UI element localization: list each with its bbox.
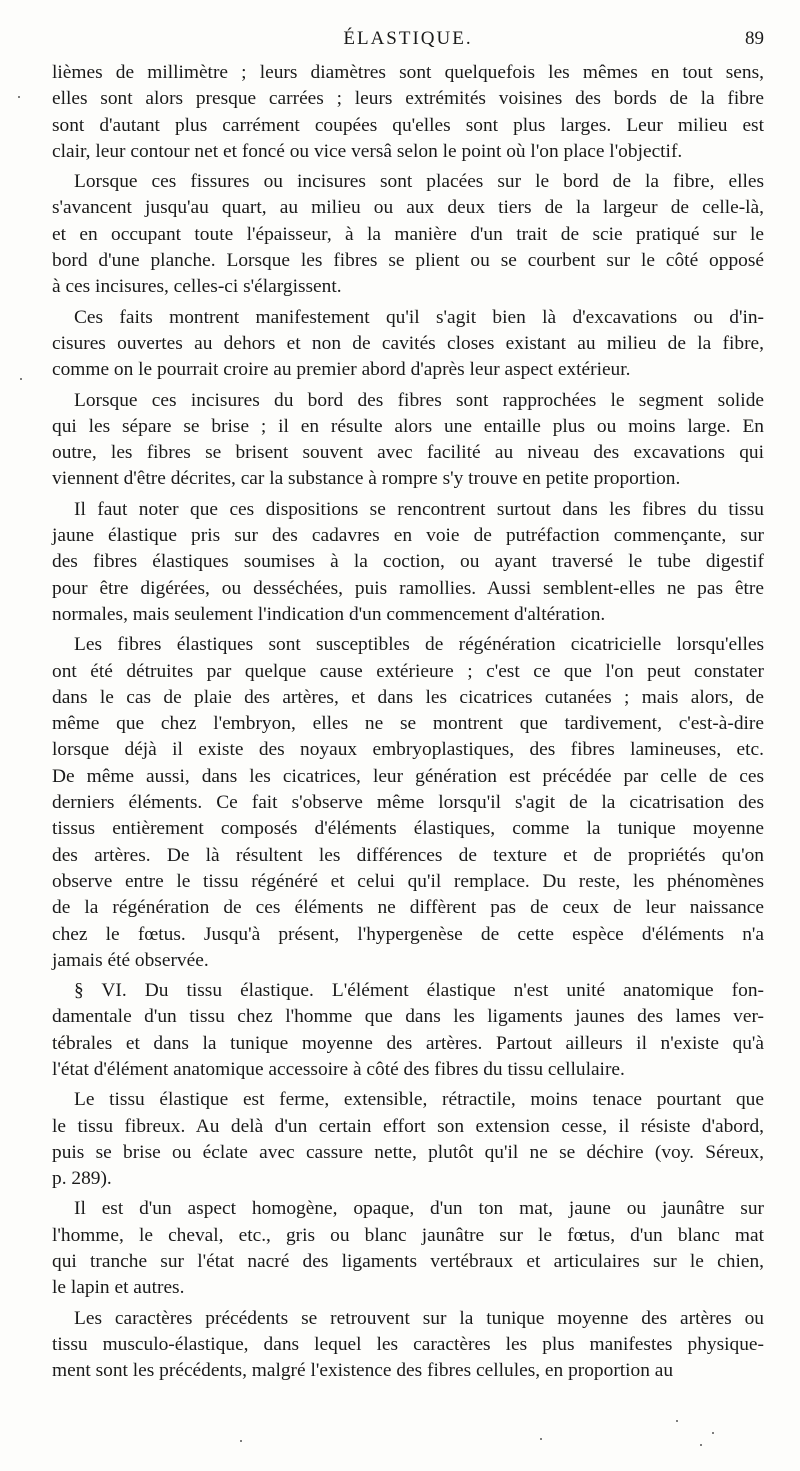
text-line: Les caractères précédents se retrouvent sur la tunique moyenne des artères ou [74, 1307, 764, 1329]
text-line: qui tranche sur l'état nacré des ligaments vertébraux et articulaires sur le chien, [52, 1251, 764, 1273]
text-line: tissus entièrement composés d'éléments élastiques, comme la tunique moyenne [52, 818, 764, 840]
text-line: Il est d'un aspect homogène, opaque, d'un ton mat, jaune ou jaunâtre sur [74, 1198, 764, 1220]
text-line: normales, mais seulement l'indication d'un commencement d'altération. [52, 603, 606, 625]
paragraph [52, 305, 764, 384]
text-line: de la régénération de ces éléments ne diffèrent pas de ceux de leur naissance [52, 897, 764, 919]
paragraph [52, 1306, 764, 1385]
paragraph [52, 1087, 764, 1192]
paragraph [52, 169, 764, 300]
running-head [52, 28, 764, 58]
text-line: elles sont alors presque carrées ; leurs extrémités voisines des bords de la fibre [52, 88, 764, 110]
text-line: l'état d'élément anatomique accessoire à côté des fibres du tissu cellulaire. [52, 1058, 625, 1080]
text-line: le lapin et autres. [52, 1277, 185, 1299]
paragraph [52, 388, 764, 493]
text-line: tissu musculo-élastique, dans lequel les caractères les plus manifestes physique- [52, 1333, 764, 1355]
text-line: dans le cas de plaie des artères, et dans les cicatrices cutanées ; mais alors, de [52, 686, 764, 708]
paragraph [52, 1196, 764, 1301]
text-line: s'avancent jusqu'au quart, au milieu ou aux deux tiers de la largeur de celle-là, [52, 197, 764, 219]
text-line: viennent d'être décrites, car la substance à rompre s'y trouve en petite proportion. [52, 468, 681, 490]
text-line: Il faut noter que ces dispositions se rencontrent surtout dans les fibres du tissu [74, 498, 764, 520]
text-line: Lorsque ces incisures du bord des fibres sont rapprochées le segment solide [74, 389, 764, 411]
text-line: à ces incisures, celles-ci s'élargissent. [52, 276, 342, 298]
text-line: chez le fœtus. Jusqu'à présent, l'hypergenèse de cette espèce d'éléments n'a [52, 923, 764, 945]
text-line: puis se brise ou éclate avec cassure nette, plutôt qu'il ne se déchire (voy. Séreux, [52, 1141, 764, 1163]
text-line: tébrales et dans la tunique moyenne des artères. Partout ailleurs il n'existe qu'à [52, 1032, 764, 1054]
text-line: De même aussi, dans les cicatrices, leur génération est précédée par celle de ces [52, 765, 764, 787]
text-line: Le tissu élastique est ferme, extensible, rétractile, moins tenace pourtant que [74, 1089, 764, 1111]
paragraph [52, 978, 764, 1083]
text-line: ont été détruites par quelque cause extérieure ; c'est ce que l'on peut constater [52, 660, 764, 682]
text-line: bord d'une planche. Lorsque les fibres se plient ou se courbent sur le côté opposé [52, 250, 764, 272]
text-line: des fibres élastiques soumises à la coction, ou ayant traversé le tube digestif [52, 551, 764, 573]
text-line: lorsque déjà il existe des noyaux embryoplastiques, des fibres lamineuses, etc. [52, 739, 764, 761]
text-line: § VI. Du tissu élastique. L'élément élastique n'est unité anatomique fon- [74, 980, 764, 1002]
text-line: le tissu fibreux. Au delà d'un certain effort son extension cesse, il résiste d'abord, [52, 1115, 764, 1137]
text-line: des artères. De là résultent les différences de texture et de propriétés qu'on [52, 844, 764, 866]
text-line: qui les sépare se brise ; il en résulte alors une entaille plus ou moins large. En [52, 415, 764, 437]
text-line: et en occupant toute l'épaisseur, à la manière d'un trait de scie pratiqué sur le [52, 223, 764, 245]
text-line: ment sont les précédents, malgré l'existence des fibres cellules, en proportion au [52, 1360, 674, 1382]
text-line: l'homme, le cheval, etc., gris ou blanc jaunâtre sur le fœtus, d'un blanc mat [52, 1224, 764, 1246]
paragraph [52, 632, 764, 974]
text-line: p. 289). [52, 1168, 112, 1190]
text-line: jamais été observée. [52, 949, 209, 971]
paragraph [52, 497, 764, 628]
text-line: derniers éléments. Ce fait s'observe même lorsqu'il s'agit de la cicatrisation des [52, 792, 764, 814]
text-line: jaune élastique pris sur des cadavres en voie de putréfaction commençante, sur [52, 525, 764, 547]
text-line: comme on le pourrait croire au premier abord d'après leur aspect extérieur. [52, 359, 631, 381]
text-line: même que chez l'embryon, elles ne se montrent que tardivement, c'est-à-dire [52, 713, 764, 735]
text-line: Ces faits montrent manifestement qu'il s'agit bien là d'excavations ou d'in- [74, 306, 764, 328]
text-line: cisures ouvertes au dehors et non de cavités closes existant au milieu de la fibre, [52, 332, 764, 354]
text-line: observe entre le tissu régénéré et celui qu'il remplace. Du reste, les phénomènes [52, 870, 764, 892]
page-number: 89 [745, 28, 764, 49]
text-line: clair, leur contour net et foncé ou vice versâ selon le point où l'on place l'objectif. [52, 140, 683, 162]
text-line: lièmes de millimètre ; leurs diamètres sont quelquefois les mêmes en tout sens, [52, 62, 764, 83]
running-title: ÉLASTIQUE. [343, 28, 473, 49]
text-line: sont d'autant plus carrément coupées qu'elles sont plus larges. Leur milieu est [52, 114, 764, 136]
paragraph [52, 60, 764, 165]
text-line: outre, les fibres se brisent souvent avec facilité au niveau des excavations qui [52, 442, 764, 464]
body-text [52, 60, 764, 1385]
text-line: pour être digérées, ou desséchées, puis ramollies. Aussi semblent-elles ne pas être [52, 577, 764, 599]
text-line: Les fibres élastiques sont susceptibles de régénération cicatricielle lorsqu'elles [74, 634, 764, 656]
text-line: damentale d'un tissu chez l'homme que dans les ligaments jaunes des lames ver- [52, 1006, 764, 1028]
text-line: Lorsque ces fissures ou incisures sont placées sur le bord de la fibre, elles [74, 171, 764, 193]
